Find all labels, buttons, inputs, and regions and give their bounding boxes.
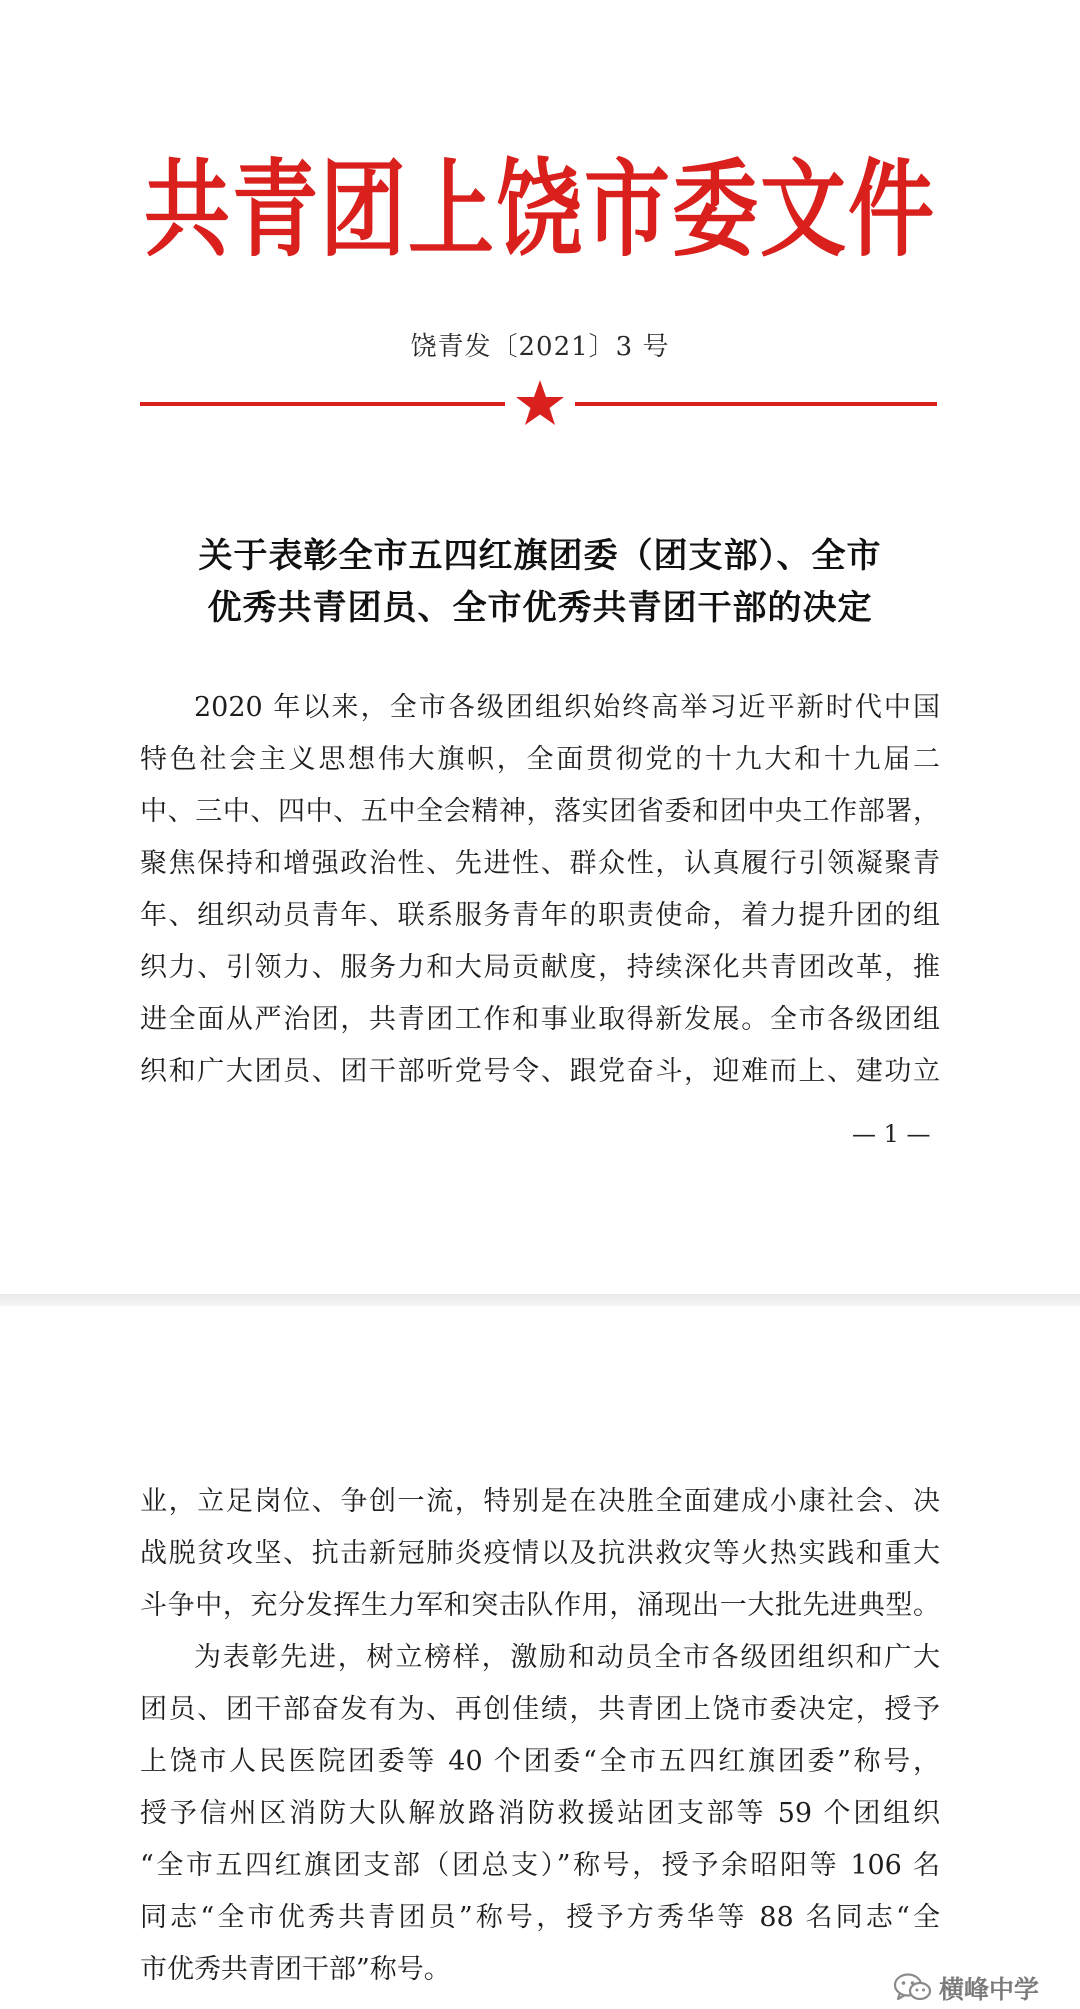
body-text-line: 聚焦保持和增强政治性、先进性、群众性，认真履行引领凝聚青 — [140, 848, 940, 879]
red-divider-left — [140, 402, 505, 406]
body-text-line: 斗争中，充分发挥生力军和突击队作用，涌现出一大批先进典型。 — [140, 1590, 940, 1621]
document-header-title: 共青团上饶市委文件 — [144, 149, 936, 272]
document-page-2 — [0, 1306, 1080, 2009]
body-text-line: 为表彰先进，树立榜样，激励和动员全市各级团组织和广大 — [194, 1642, 940, 1673]
red-star-icon — [515, 378, 565, 428]
body-text-line: 织和广大团员、团干部听党号令、跟党奋斗，迎难而上、建功立 — [140, 1056, 940, 1087]
body-text-line: 战脱贫攻坚、抗击新冠肺炎疫情以及抗洪救灾等火热实践和重大 — [140, 1538, 940, 1569]
body-text-line: 年、组织动员青年、联系服务青年的职责使命，着力提升团的组 — [140, 900, 940, 931]
wechat-icon — [893, 1972, 933, 2004]
page-number: — 1 — — [852, 1120, 931, 1148]
account-watermark — [893, 1970, 1039, 2006]
body-text-line: 特色社会主义思想伟大旗帜，全面贯彻党的十九大和十九届二 — [140, 744, 940, 775]
body-text-line: 团员、团干部奋发有为、再创佳绩，共青团上饶市委决定，授予 — [140, 1694, 940, 1725]
body-text-line: 同志“全市优秀共青团员”称号，授予方秀华等 88 名同志“全 — [140, 1902, 940, 1933]
body-text-line: 上饶市人民医院团委等 40 个团委“全市五四红旗团委”称号， — [140, 1746, 940, 1777]
body-text-line: 业，立足岗位、争创一流，特别是在决胜全面建成小康社会、决 — [140, 1486, 940, 1517]
document-title-line-2: 优秀共青团员、全市优秀共青团干部的决定 — [207, 588, 873, 628]
body-text-line: “全市五四红旗团支部（团总支）”称号，授予余昭阳等 106 名 — [140, 1850, 940, 1881]
body-text-line: 2020 年以来，全市各级团组织始终高举习近平新时代中国 — [194, 692, 940, 723]
body-text-line: 授予信州区消防大队解放路消防救援站团支部等 59 个团组织 — [140, 1798, 940, 1829]
body-text-line: 织力、引领力、服务力和大局贡献度，持续深化共青团改革，推 — [140, 952, 940, 983]
body-text-line: 市优秀共青团干部”称号。 — [140, 1954, 451, 1985]
body-text-line: 进全面从严治团，共青团工作和事业取得新发展。全市各级团组 — [140, 1004, 940, 1035]
document-title-line-1: 关于表彰全市五四红旗团委（团支部）、全市 — [198, 536, 882, 576]
page-separator — [0, 1294, 1080, 1306]
body-text-line: 中、三中、四中、五中全会精神，落实团省委和团中央工作部署， — [140, 796, 940, 827]
watermark-text: 横峰中学 — [939, 1975, 1040, 2004]
document-number: 饶青发〔2021〕3 号 — [410, 332, 670, 362]
red-divider-right — [575, 402, 937, 406]
